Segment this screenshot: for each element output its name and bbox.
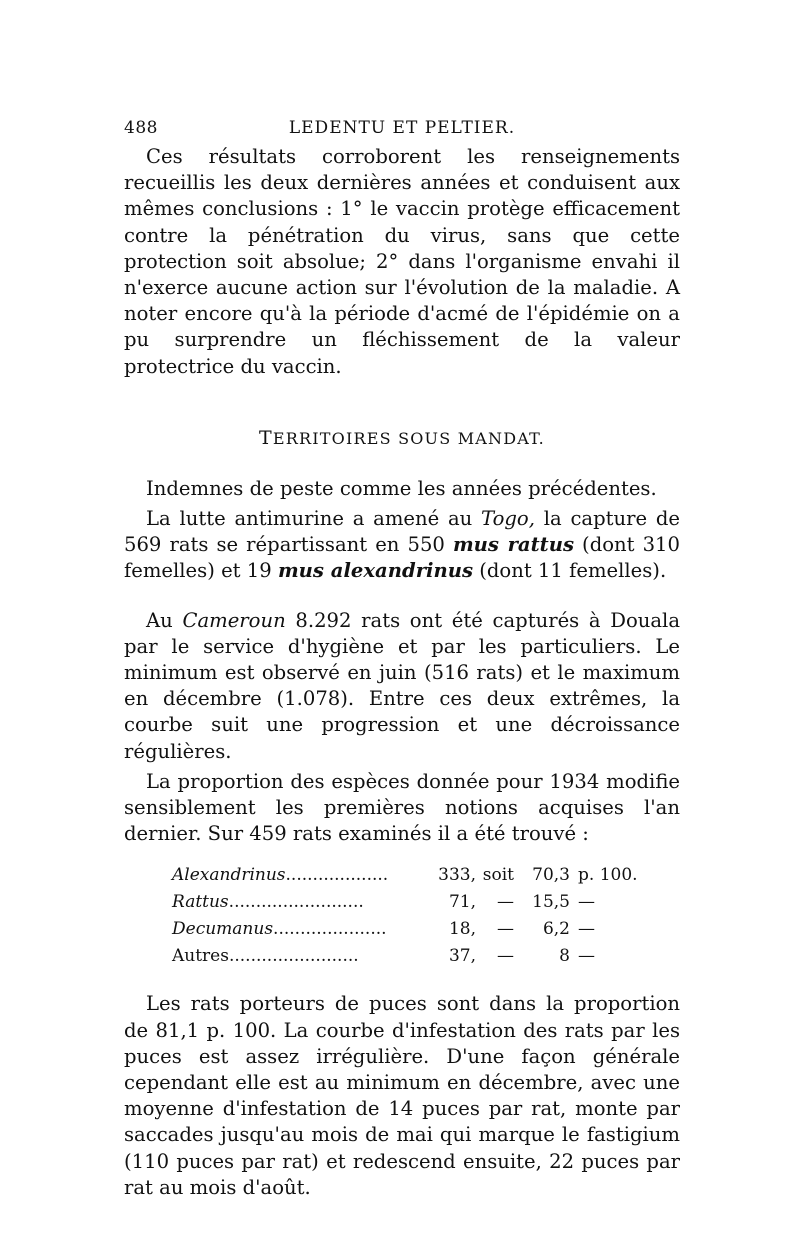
species-unit: — [578, 892, 595, 913]
togo-text-4: (dont 11 femelles). [473, 559, 667, 583]
cameroun-paragraph [124, 608, 680, 765]
section-title-initial: T [259, 426, 273, 449]
species-count: 333, [438, 865, 476, 886]
section-title [124, 427, 680, 449]
species-percent: 8 [559, 946, 570, 967]
species-sep: — [497, 946, 514, 967]
puces-paragraph: Les rats porteurs de puces sont dans la proportion de 81,1 p. 100. La courbe d'infestation des rats par les puces est assez irrégulière. D'une façon générale cependant elle est au minimum en décembre, avec une moyenne d'infestation de 14 puces par rat, monte par saccades jusqu'au mois de mai qui marque le fastigium (110 puces par rat) et redescend ensuite, 22 puces par rat au mois d'août. [124, 992, 680, 1199]
species-name: Alexandrinus................... [172, 865, 389, 886]
species-unit: — [578, 946, 595, 967]
table-row [172, 919, 668, 946]
species-count: 18, [448, 919, 476, 940]
running-title: LEDENTU ET PELTIER. [288, 118, 516, 138]
cameroun-text-1: Au [146, 608, 183, 632]
togo-species-2: mus alexandrinus [277, 559, 473, 583]
species-percent: 15,5 [532, 892, 570, 913]
table-row [172, 892, 668, 919]
species-table [172, 865, 668, 973]
proportion-paragraph: La proportion des espèces donnée pour 1934 modifie sensiblement les premières notions acquises l'an dernier. Sur 459 rats examinés il a été trouvé : [124, 769, 680, 846]
species-name: Decumanus..................... [172, 919, 387, 940]
togo-text-3: (dont 310 femelles) et 19 [124, 533, 680, 583]
document-page [124, 118, 680, 1201]
species-sep: — [497, 919, 514, 940]
species-percent: 6,2 [542, 919, 570, 940]
cameroun-text-2: 8.292 rats ont été capturés à Douala par le service d'hygiène et par les particuliers. Le minimum est observé en juin (516 rats) et le maximum en décembre (1.078). Entre ces deux extrêmes, la courbe suit une progression et une décroissance régulières. [124, 608, 681, 763]
species-name: Rattus......................... [172, 892, 364, 913]
species-percent: 70,3 [532, 865, 570, 886]
page-number: 488 [124, 118, 158, 138]
cameroun-place: Cameroun [182, 608, 286, 632]
species-sep: soit [482, 865, 514, 886]
togo-place: Togo, [481, 507, 535, 531]
section-title-rest: ERRITOIRES SOUS MANDAT. [272, 428, 545, 448]
species-count: 71, [448, 892, 476, 913]
togo-text-1: La lutte antimurine a amené au [146, 507, 482, 531]
togo-text-2: la capture de 569 rats se répartissant en 550 [124, 507, 680, 557]
table-row [172, 946, 668, 973]
running-header [124, 118, 680, 144]
togo-species-1: mus rattus [452, 533, 574, 557]
indemnes-paragraph: Indemnes de peste comme les années précédentes. [146, 476, 657, 500]
species-unit: — [578, 919, 595, 940]
intro-paragraph: Ces résultats corroborent les renseignements recueillis les deux dernières années et conduisent aux mêmes conclusions : 1° le vaccin protège efficacement contre la pénétration du virus, sans que cette protection soit absolue; 2° dans l'organisme envahi il n'exerce aucune action sur l'évolution de la maladie. A noter encore qu'à la période d'acmé de l'épidémie on a pu surprendre un fléchissement de la valeur protectrice du vaccin. [124, 145, 680, 378]
species-unit: p. 100. [578, 865, 638, 886]
table-row [172, 865, 668, 892]
togo-paragraph [124, 506, 680, 585]
species-count: 37, [448, 946, 476, 967]
species-name: Autres........................ [172, 946, 359, 967]
species-sep: — [497, 892, 514, 913]
